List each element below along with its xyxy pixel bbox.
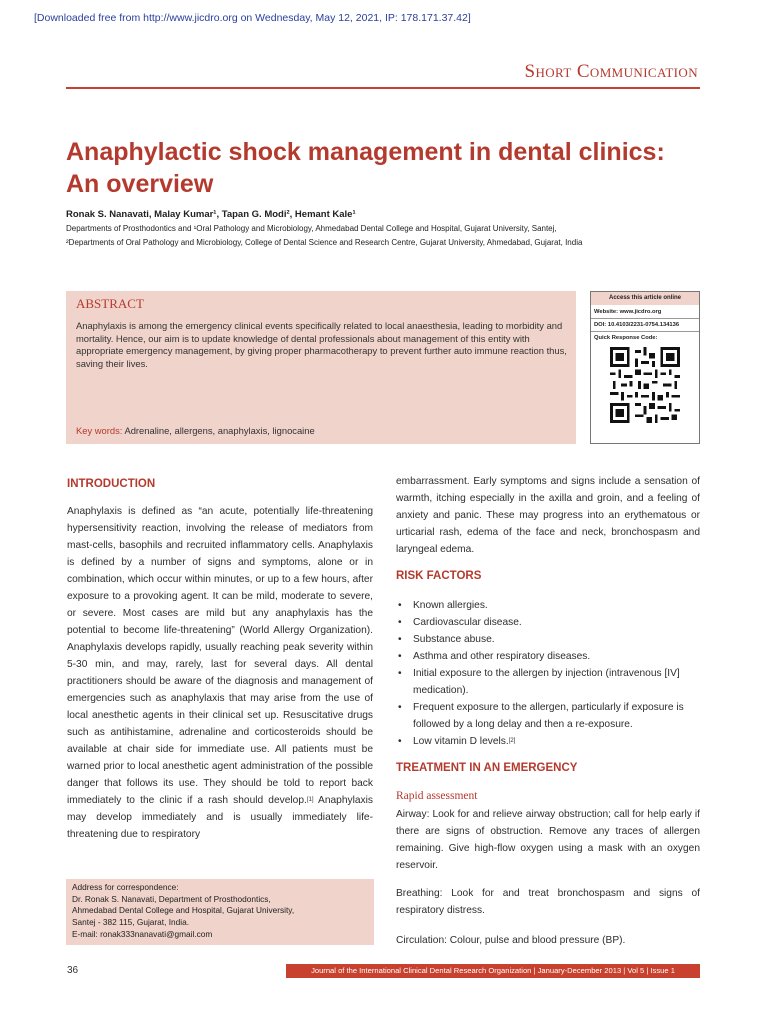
correspondence-title: Address for correspondence:: [72, 882, 179, 892]
affiliation-2: ²Departments of Oral Pathology and Microbiology, College of Dental Science and Research Centre, Gujarat University, Ahmedabad, Gujarat, India: [66, 238, 583, 247]
access-qr-label: Quick Response Code:: [594, 335, 658, 341]
abstract-text: Anaphylaxis is among the emergency clinical events specifically related to local anaesthesia, leading to morbidity and mortality. Hence, our aim is to update knowledge of dental professionals about management of this entity with appropriate emergency management, by giving proper pharmacotherapy to prevent further auto immune reaction thus, saving their lives.: [76, 320, 567, 369]
citation-1[interactable]: [1]: [306, 797, 314, 803]
download-note: [Downloaded free from http://www.jicdro.org on Wednesday, May 12, 2021, IP: 178.171.37.42]: [34, 12, 471, 24]
correspondence-line: Dr. Ronak S. Nanavati, Department of Prosthodontics,: [72, 894, 271, 904]
article-title: [66, 136, 726, 200]
list-item: • Substance abuse.: [396, 631, 700, 648]
risk-factors-heading: RISK FACTORS: [396, 570, 482, 582]
right-column-continuation: embarrassment. Early symptoms and signs include a sensation of warmth, itching especially in the axilla and groin, and a feeling of anxiety and panic. These may progress into an erythematous or urticarial rash, edema of the face and neck, bronchospasm and laryngeal edema.: [396, 476, 700, 555]
breathing-paragraph: Breathing: Look for and treat bronchospasm and signs of respiratory distress.: [396, 888, 700, 916]
correspondence-line: Santej - 382 115, Gujarat, India.: [72, 917, 189, 927]
list-item: • Known allergies.: [396, 597, 700, 614]
introduction-body: [67, 503, 373, 843]
section-label: Short Communication: [524, 61, 698, 82]
introduction-heading: INTRODUCTION: [67, 478, 156, 490]
correspondence-email[interactable]: E-mail: ronak333nanavati@gmail.com: [72, 929, 213, 939]
introduction-text-end: Anaphylaxis may develop immediately and is usually immediately life-threatening due to respiratory: [67, 795, 373, 840]
keywords-label: Key words:: [76, 425, 123, 436]
list-item-text: Low vitamin D levels.: [413, 736, 509, 747]
circulation-paragraph: Circulation: Colour, pulse and blood pressure (BP).: [396, 935, 626, 946]
introduction-text: Anaphylaxis is defined as “an acute, potentially life-threatening hypersensitivity reaction, involving the release of mediators from mast-cells, basophils and recruited inflammatory cells. Anaphylaxis is defined by a number of signs and symptoms, alone or in combination, which occur within minutes, or up to a few hours, after exposure to a provoking agent. It can be mild, moderate to severe, or severe. Most cases are mild but any anaphylaxis has the potential to become life-threatening” (World Allergy Organization). Anaphylaxis develops rapidly, usually reaching peak severity within 5-30 min, and may, rarely, last for several days. All dental practitioners should be aware of the diagnosis and management of emergencies such as anaphylaxis that may arise from the use of local anesthetic agents in their clinical set up. Resuscitative drugs such as antihistamine, adrenaline and corticosteroids should be available at chair side for immediate use. All patients must be warned prior to local anesthetic agent administration of the possible danger that follows its use. They should be told to report back immediately to the clinic if a rash should develop.: [67, 506, 373, 806]
access-title: Access this article online: [591, 292, 699, 305]
keywords-list: Adrenaline, allergens, anaphylaxis, lignocaine: [124, 425, 315, 436]
list-item: • Asthma and other respiratory diseases.: [396, 648, 700, 665]
title-line-1: Anaphylactic shock management in dental clinics:: [66, 138, 665, 166]
qr-code-icon[interactable]: [610, 347, 680, 423]
title-line-2: An overview: [66, 170, 214, 198]
access-doi[interactable]: DOI: 10.4103/2231-0754.134136: [594, 322, 680, 328]
rapid-assessment-subheading: Rapid assessment: [396, 790, 478, 802]
abstract-heading: ABSTRACT: [76, 296, 144, 311]
correspondence-line: Ahmedabad Dental College and Hospital, Gujarat University,: [72, 905, 295, 915]
citation-2[interactable]: [2]: [508, 738, 516, 744]
list-item: • Initial exposure to the allergen by injection (intravenous [IV] medication).: [396, 665, 700, 699]
affiliation-1: Departments of Prosthodontics and ¹Oral Pathology and Microbiology, Ahmedabad Dental College and Hospital, Gujarat University, Santej,: [66, 224, 557, 233]
keywords: [76, 425, 315, 436]
page-number: 36: [67, 965, 79, 976]
access-divider: [591, 331, 699, 332]
list-item: [396, 733, 700, 750]
section-rule: [66, 87, 700, 89]
access-website[interactable]: Website: www.jicdro.org: [594, 309, 662, 315]
access-divider: [591, 318, 699, 319]
list-item: • Frequent exposure to the allergen, particularly if exposure is followed by a long delay and then a re-exposure.: [396, 699, 700, 733]
airway-paragraph: Airway: Look for and relieve airway obstruction; call for help early if there are signs of obstruction. Remove any traces of allergen remaining. Give high-flow oxygen using a mask with an oxygen reservoir.: [396, 809, 700, 871]
authors: Ronak S. Nanavati, Malay Kumar¹, Tapan G. Modi², Hemant Kale¹: [66, 209, 356, 220]
treatment-heading: TREATMENT IN AN EMERGENCY: [396, 762, 578, 774]
risk-factors-list: [396, 597, 700, 750]
footer-journal-info: Journal of the International Clinical Dental Research Organization | January-December 2013 | Vol 5 | Issue 1: [311, 966, 675, 975]
list-item: • Cardiovascular disease.: [396, 614, 700, 631]
